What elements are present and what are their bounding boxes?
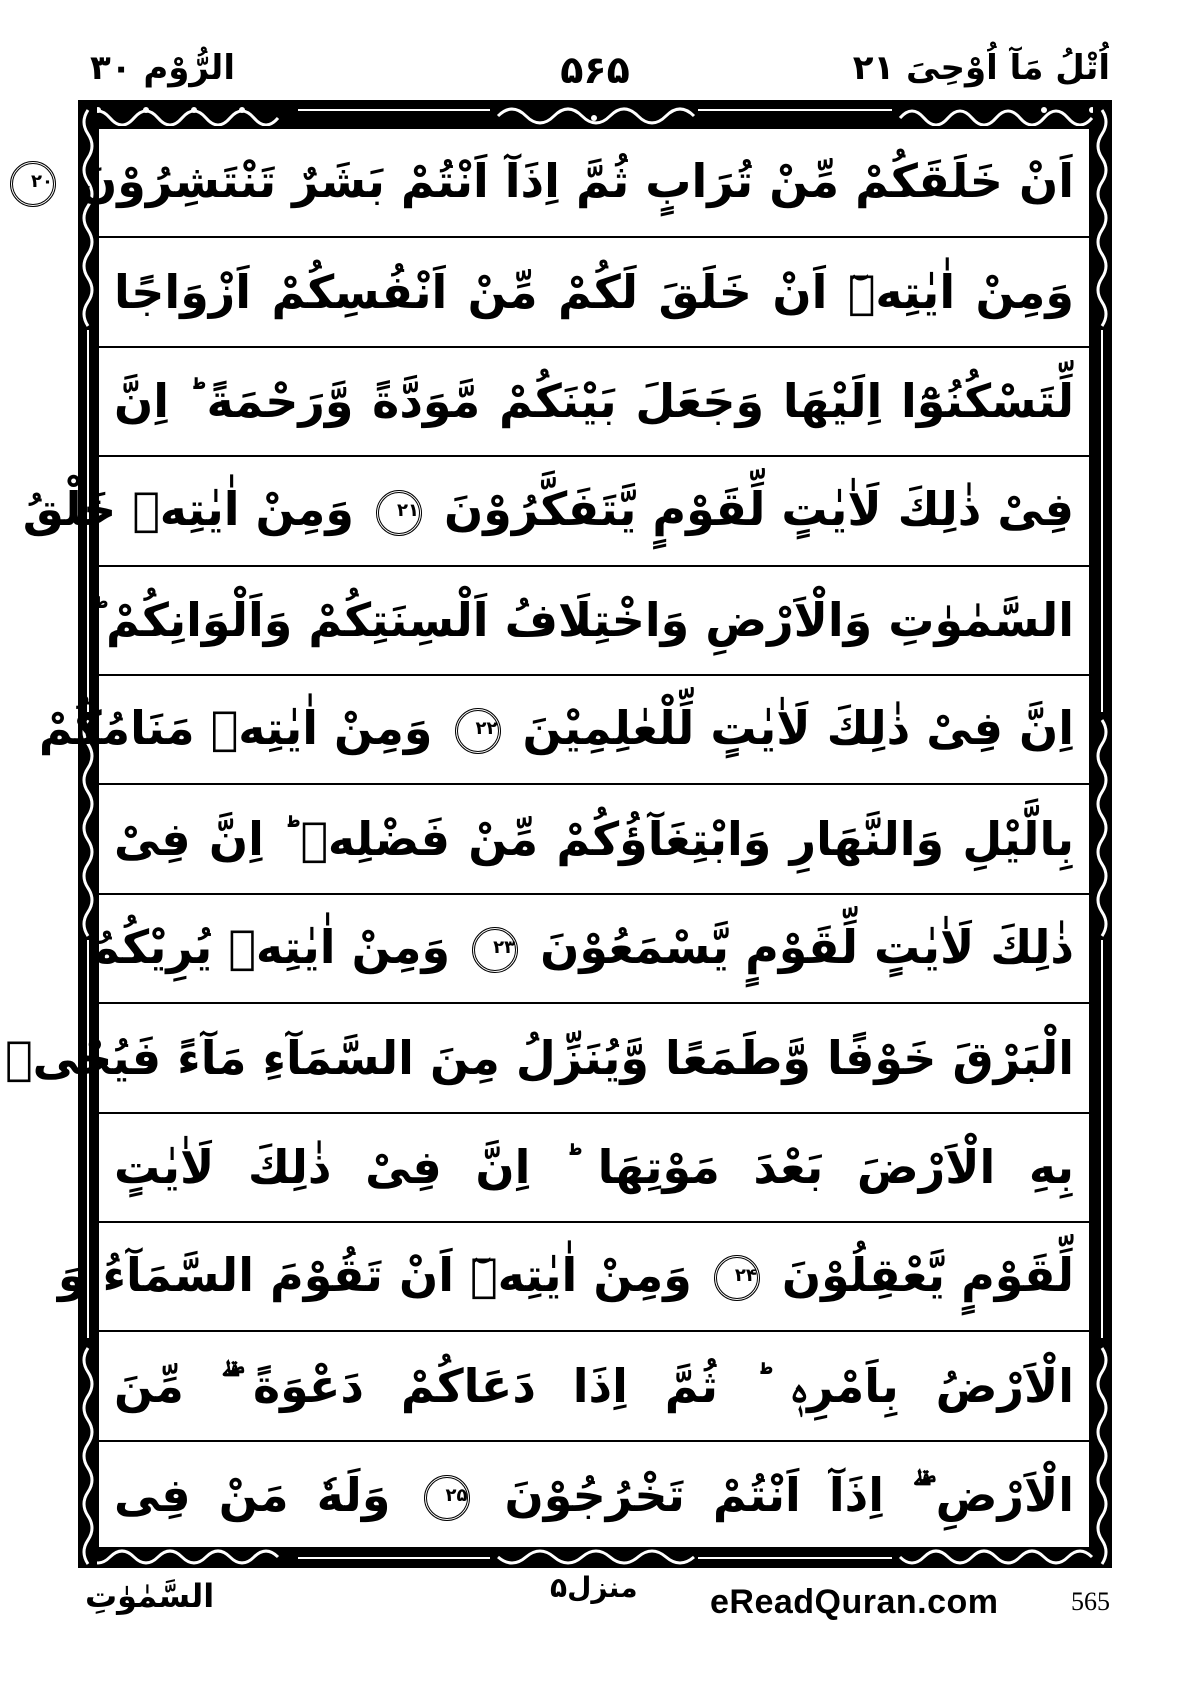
line-text: وَلَهٗ مَنْ فِی bbox=[114, 1467, 391, 1522]
quran-text-area bbox=[4, 127, 1091, 1549]
ayah-number-marker: ۲۳ bbox=[472, 927, 518, 973]
text-line-7 bbox=[99, 785, 1089, 894]
text-line-1 bbox=[31, 129, 1089, 238]
page-number-arabic: ۵۶۵ bbox=[560, 48, 630, 92]
ornament-right-top-icon bbox=[1093, 100, 1112, 330]
ornamental-border bbox=[4, 100, 1112, 1568]
line-text: لِّتَسْكُنُوْٓا اِلَيْهَا وَجَعَلَ بَيْنَكُمْ مَّوَدَّةً وَّرَحْمَةً ؕ اِنَّ bbox=[114, 374, 1074, 429]
line-text: السَّمٰوٰتِ وَالْاَرْضِ وَاخْتِلَافُ اَلْسِنَتِكُمْ وَاَلْوَانِكُمْ ؕ bbox=[89, 593, 1074, 648]
line-text: الْاَرْضِ ۖۗ اِذَآ اَنْتُمْ تَخْرُجُوْنَ bbox=[504, 1467, 1074, 1522]
text-line-9 bbox=[4, 1004, 1089, 1113]
text-line-2 bbox=[99, 238, 1089, 347]
ornament-top-middle-icon bbox=[490, 100, 698, 126]
juz-name: اُتْلُ مَآ اُوْحِیَ ۲۱ bbox=[852, 48, 1110, 88]
line-text: وَمِنْ اٰيٰتِهٖٓ اَنْ تَقُوْمَ السَّمَآءُ وَ bbox=[57, 1247, 692, 1302]
page-number: 565 bbox=[1071, 1587, 1110, 1616]
line-text: اِنَّ فِیْ ذٰلِكَ لَاٰيٰتٍ لِّلْعٰلِمِيْنَ bbox=[522, 700, 1074, 755]
text-line-12 bbox=[99, 1332, 1089, 1441]
text-line-10 bbox=[99, 1114, 1089, 1223]
page-footer bbox=[80, 1571, 1110, 1635]
manzil-label: منزل۵ bbox=[550, 1571, 638, 1604]
ayah-number-marker: ۲۵ bbox=[424, 1475, 470, 1521]
ornament-right-bottom-icon bbox=[1093, 1338, 1112, 1568]
text-line-5 bbox=[89, 567, 1089, 676]
ayah-number-marker: ۲۱ bbox=[376, 490, 422, 536]
line-text: وَمِنْ اٰيٰتِهٖ خَلْقُ bbox=[22, 482, 354, 537]
ornament-left-bottom-icon bbox=[78, 1338, 97, 1568]
ayah-number-marker: ۲۴ bbox=[714, 1255, 760, 1301]
text-line-8 bbox=[86, 895, 1089, 1004]
line-text: وَمِنْ اٰيٰتِهٖ يُرِيْكُمُ bbox=[86, 919, 451, 974]
line-text: لِّقَوْمٍ يَّعْقِلُوْنَ bbox=[781, 1247, 1074, 1302]
line-text: اَنْ خَلَقَكُمْ مِّنْ تُرَابٍ ثُمَّ اِذَآ اَنْتُمْ بَشَرٌ تَنْتَشِرُوْنَ bbox=[78, 153, 1074, 208]
ornament-top-right-icon bbox=[892, 100, 1112, 126]
ayah-number-marker: ۲۰ bbox=[10, 161, 56, 207]
ornament-top-left-icon bbox=[78, 100, 298, 126]
line-text: بِالَّيْلِ وَالنَّهَارِ وَابْتِغَآؤُكُمْ مِّنْ فَضْلِهٖ ؕ اِنَّ فِیْ bbox=[114, 812, 1074, 867]
line-text: ذٰلِكَ لَاٰيٰتٍ لِّقَوْمٍ يَّسْمَعُوْنَ bbox=[540, 919, 1074, 974]
line-text: فِیْ ذٰلِكَ لَاٰيٰتٍ لِّقَوْمٍ يَّتَفَكَّرُوْنَ bbox=[444, 482, 1074, 537]
surah-name: الرُّوْم ۳۰ bbox=[90, 48, 235, 88]
text-line-3 bbox=[99, 348, 1089, 457]
site-watermark: eReadQuran.com bbox=[710, 1583, 999, 1621]
ornament-bottom-left-icon bbox=[78, 1549, 298, 1568]
ornament-bottom-middle-icon bbox=[490, 1549, 698, 1568]
line-text: وَمِنْ اٰيٰتِهٖٓ اَنْ خَلَقَ لَكُمْ مِّنْ اَنْفُسِكُمْ اَزْوَاجًا bbox=[114, 265, 1074, 320]
line-text: الْبَرْقَ خَوْفًا وَّطَمَعًا وَّيُنَزِّلُ مِنَ السَّمَآءِ مَآءً فَيُحْیٖ bbox=[4, 1030, 1074, 1085]
ayah-number-marker: ۲۲ bbox=[455, 708, 501, 754]
ornament-right-middle-icon bbox=[1093, 712, 1112, 940]
line-text: وَمِنْ اٰيٰتِهٖ مَنَامُكُمْ bbox=[38, 700, 433, 755]
text-line-4 bbox=[22, 457, 1089, 566]
text-line-11 bbox=[57, 1223, 1089, 1332]
line-text: الْاَرْضُ بِاَمْرِهٖ ؕ ثُمَّ اِذَا دَعَاكُمْ دَعْوَةً ۖۗ مِّنَ bbox=[114, 1359, 1074, 1414]
ornament-bottom-right-icon bbox=[892, 1549, 1112, 1568]
line-text: بِهِ الْاَرْضَ بَعْدَ مَوْتِهَا ؕ اِنَّ فِیْ ذٰلِكَ لَاٰيٰتٍ bbox=[114, 1140, 1074, 1195]
page-header bbox=[80, 48, 1110, 98]
text-line-6 bbox=[38, 676, 1089, 785]
text-line-13 bbox=[99, 1442, 1089, 1551]
catchword: السَّمٰوٰتِ bbox=[85, 1577, 215, 1615]
ornament-left-top-icon bbox=[78, 100, 97, 330]
